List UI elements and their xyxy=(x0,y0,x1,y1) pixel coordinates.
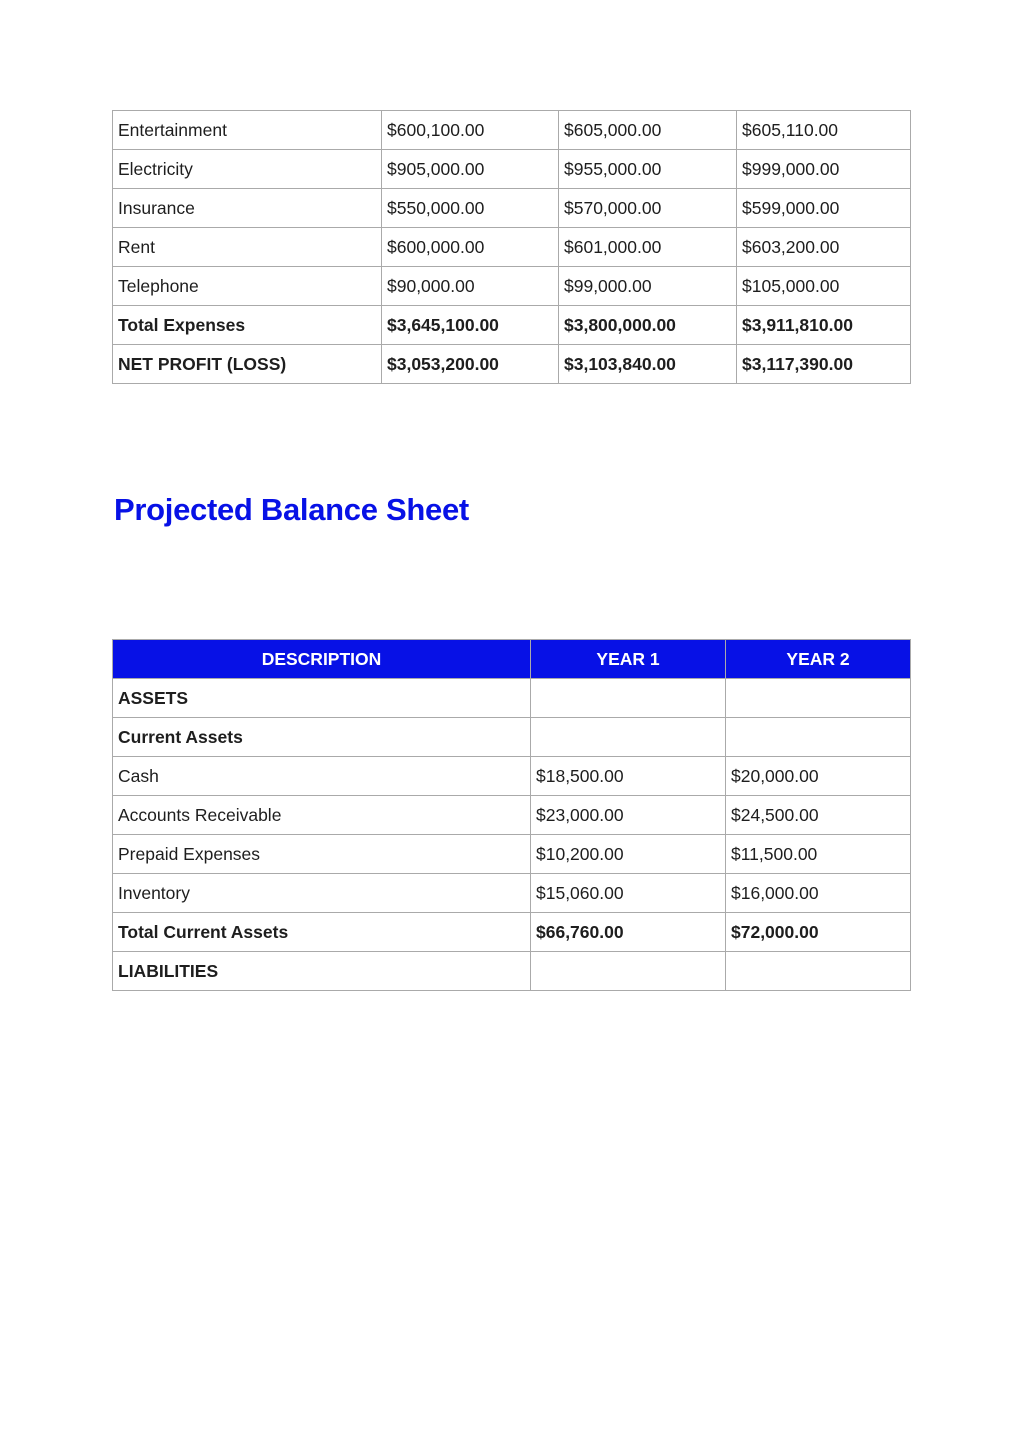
row-label: LIABILITIES xyxy=(113,952,531,991)
cell-value: $15,060.00 xyxy=(531,874,726,913)
table-row xyxy=(113,111,911,150)
cell-value: $601,000.00 xyxy=(559,228,737,267)
row-label: Insurance xyxy=(113,189,382,228)
expense-table xyxy=(112,110,911,384)
cell-value: $3,103,840.00 xyxy=(559,345,737,384)
section-row-assets xyxy=(113,679,911,718)
cell-value: $550,000.00 xyxy=(382,189,559,228)
cell-value: $999,000.00 xyxy=(737,150,911,189)
cell-value: $18,500.00 xyxy=(531,757,726,796)
cell-value: $3,117,390.00 xyxy=(737,345,911,384)
cell-value: $3,911,810.00 xyxy=(737,306,911,345)
column-header-year-2: YEAR 2 xyxy=(726,640,911,679)
cell-value: $72,000.00 xyxy=(726,913,911,952)
cell-value: $11,500.00 xyxy=(726,835,911,874)
row-label: Entertainment xyxy=(113,111,382,150)
row-label: Electricity xyxy=(113,150,382,189)
total-current-assets-row xyxy=(113,913,911,952)
cell-value xyxy=(531,679,726,718)
table-row xyxy=(113,835,911,874)
cell-value: $605,000.00 xyxy=(559,111,737,150)
cell-value: $3,053,200.00 xyxy=(382,345,559,384)
row-label: Cash xyxy=(113,757,531,796)
cell-value: $603,200.00 xyxy=(737,228,911,267)
total-expenses-row xyxy=(113,306,911,345)
cell-value: $570,000.00 xyxy=(559,189,737,228)
cell-value: $600,000.00 xyxy=(382,228,559,267)
column-header-description: DESCRIPTION xyxy=(113,640,531,679)
row-label: Total Current Assets xyxy=(113,913,531,952)
row-label: Telephone xyxy=(113,267,382,306)
row-label: NET PROFIT (LOSS) xyxy=(113,345,382,384)
row-label: Total Expenses xyxy=(113,306,382,345)
table-row xyxy=(113,267,911,306)
table-row xyxy=(113,874,911,913)
cell-value: $16,000.00 xyxy=(726,874,911,913)
cell-value: $3,800,000.00 xyxy=(559,306,737,345)
row-label: Accounts Receivable xyxy=(113,796,531,835)
table-row xyxy=(113,757,911,796)
section-row-liabilities xyxy=(113,952,911,991)
cell-value: $599,000.00 xyxy=(737,189,911,228)
cell-value: $99,000.00 xyxy=(559,267,737,306)
row-label: Rent xyxy=(113,228,382,267)
cell-value: $955,000.00 xyxy=(559,150,737,189)
row-label: Prepaid Expenses xyxy=(113,835,531,874)
table-row xyxy=(113,228,911,267)
cell-value: $3,645,100.00 xyxy=(382,306,559,345)
cell-value: $90,000.00 xyxy=(382,267,559,306)
cell-value: $10,200.00 xyxy=(531,835,726,874)
table-header-row xyxy=(113,640,911,679)
row-label: Current Assets xyxy=(113,718,531,757)
row-label: ASSETS xyxy=(113,679,531,718)
table-row xyxy=(113,796,911,835)
column-header-year-1: YEAR 1 xyxy=(531,640,726,679)
section-row-current-assets xyxy=(113,718,911,757)
cell-value xyxy=(726,679,911,718)
cell-value xyxy=(726,718,911,757)
cell-value: $23,000.00 xyxy=(531,796,726,835)
section-title: Projected Balance Sheet xyxy=(114,492,469,527)
balance-sheet-table xyxy=(112,639,911,991)
net-profit-row xyxy=(113,345,911,384)
cell-value: $905,000.00 xyxy=(382,150,559,189)
cell-value: $20,000.00 xyxy=(726,757,911,796)
row-label: Inventory xyxy=(113,874,531,913)
cell-value: $66,760.00 xyxy=(531,913,726,952)
cell-value: $24,500.00 xyxy=(726,796,911,835)
cell-value: $605,110.00 xyxy=(737,111,911,150)
table-row xyxy=(113,150,911,189)
cell-value xyxy=(531,952,726,991)
cell-value: $600,100.00 xyxy=(382,111,559,150)
cell-value: $105,000.00 xyxy=(737,267,911,306)
table-row xyxy=(113,189,911,228)
cell-value xyxy=(531,718,726,757)
cell-value xyxy=(726,952,911,991)
